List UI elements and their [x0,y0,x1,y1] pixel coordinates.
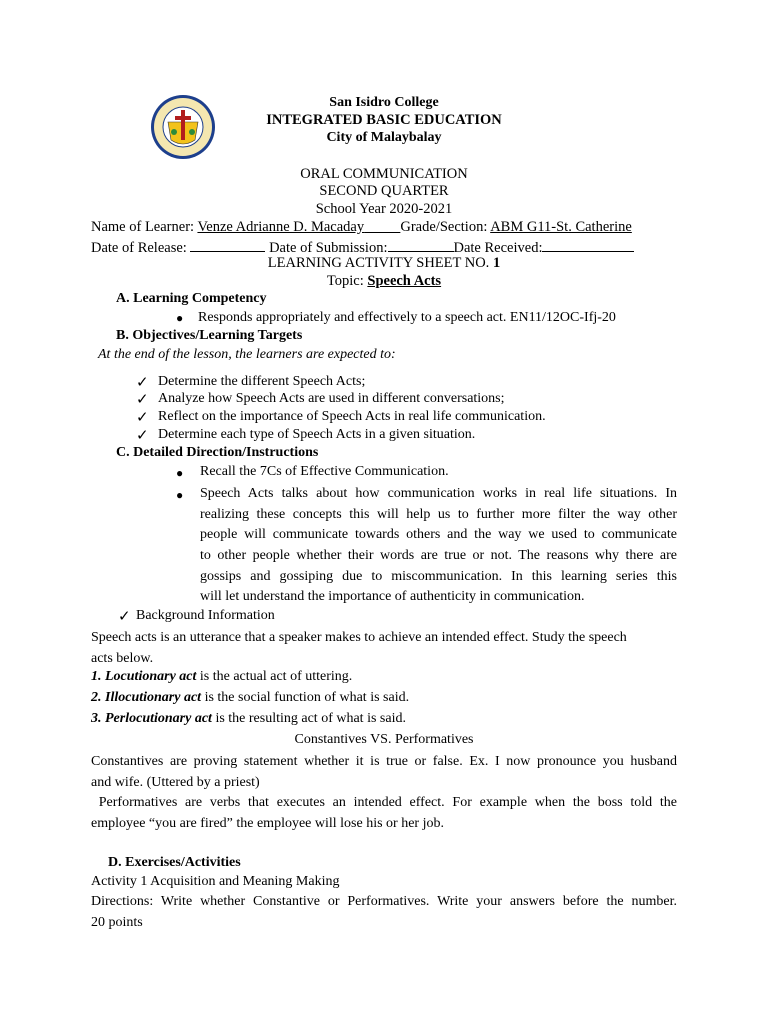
quarter-title: SECOND QUARTER [319,183,449,199]
city-name: City of Malaybalay [326,130,442,145]
performatives-paragraph: Performatives are verbs that executes an intended effect. For example when the boss told the employee “you are fired” the employee will lose his or her job. [91,795,677,831]
directions-paragraph: Directions: Write whether Constantive or Performatives. Write your answers before the number. 20 points [91,894,677,930]
release-label: Date of Release: [91,240,187,256]
speech-act-item: 3. Perlocutionary act is the resulting act of what is said. [91,711,406,726]
grade-section-value: ABM G11-St. Catherine [490,219,632,235]
school-name: San Isidro College [329,95,439,110]
learner-name-row [91,219,632,236]
check-icon: ✓ [118,607,131,625]
objective-item: Reflect on the importance of Speech Acts in real life communication. [158,409,546,424]
background-paragraph: Speech acts is an utterance that a speaker makes to achieve an intended effect. Study the speech acts below. [91,630,627,666]
bullet-icon: ● [176,311,184,325]
activity-title: Activity 1 Acquisition and Meaning Making [91,874,340,889]
check-icon: ✓ [136,373,149,391]
direction-paragraph: Speech Acts talks about how communication works in real life situations. In realizing these concepts this will help us to further more filter the way other people will communicate towards others and the way we used to communicate to other people whether their words are true or not. The reasons why there are gossips and gossiping due to miscommunication. In this learning series this will let understand the importance of authenticity in communication. [200,486,677,605]
vs-title: Constantives VS. Performatives [294,732,474,747]
objective-item: Determine each type of Speech Acts in a given situation. [158,427,476,442]
topic-line: Topic: Speech Acts [326,273,442,289]
submission-label: Date of Submission: [269,240,388,256]
speech-act-item: 1. Locutionary act is the actual act of uttering. [91,669,353,684]
background-label: Background Information [136,608,275,623]
competency-text: Responds appropriately and effectively to a speech act. EN11/12OC-Ifj-20 [198,310,616,325]
section-c-title: C. Detailed Direction/Instructions [116,445,319,460]
speech-act-item: 2. Illocutionary act is the social function of what is said. [91,690,410,705]
department-name: INTEGRATED BASIC EDUCATION [266,112,502,128]
objective-item: Analyze how Speech Acts are used in different conversations; [158,391,505,406]
check-icon: ✓ [136,426,149,444]
bullet-icon: ● [176,466,184,480]
section-a-title: A. Learning Competency [116,291,267,306]
bullet-icon: ● [176,488,184,502]
learner-name-label: Name of Learner: [91,219,195,235]
activity-sheet-title: LEARNING ACTIVITY SHEET NO. 1 [267,255,501,271]
received-blank [542,237,634,252]
check-icon: ✓ [136,408,149,426]
direction-item: Recall the 7Cs of Effective Communication. [200,464,449,479]
school-year: School Year 2020-2021 [315,201,453,217]
constantives-paragraph: Constantives are proving statement whether it is true or false. Ex. I now pronounce you husband and wife. (Uttered by a priest) [91,754,677,790]
section-b-title: B. Objectives/Learning Targets [116,328,303,343]
topic-value: Speech Acts [367,273,442,289]
check-icon: ✓ [136,390,149,408]
subject-title: ORAL COMMUNICATION [300,166,468,182]
objectives-intro: At the end of the lesson, the learners are expected to: [98,347,396,362]
release-blank [190,237,265,252]
submission-blank [388,237,454,252]
grade-section-label: Grade/Section: [400,219,488,235]
objective-item: Determine the different Speech Acts; [158,374,366,389]
received-label: Date Received: [453,240,543,256]
learner-name-value: Venze Adrianne D. Macaday [197,219,365,235]
section-d-title: D. Exercises/Activities [108,855,241,870]
dates-row [91,237,634,257]
